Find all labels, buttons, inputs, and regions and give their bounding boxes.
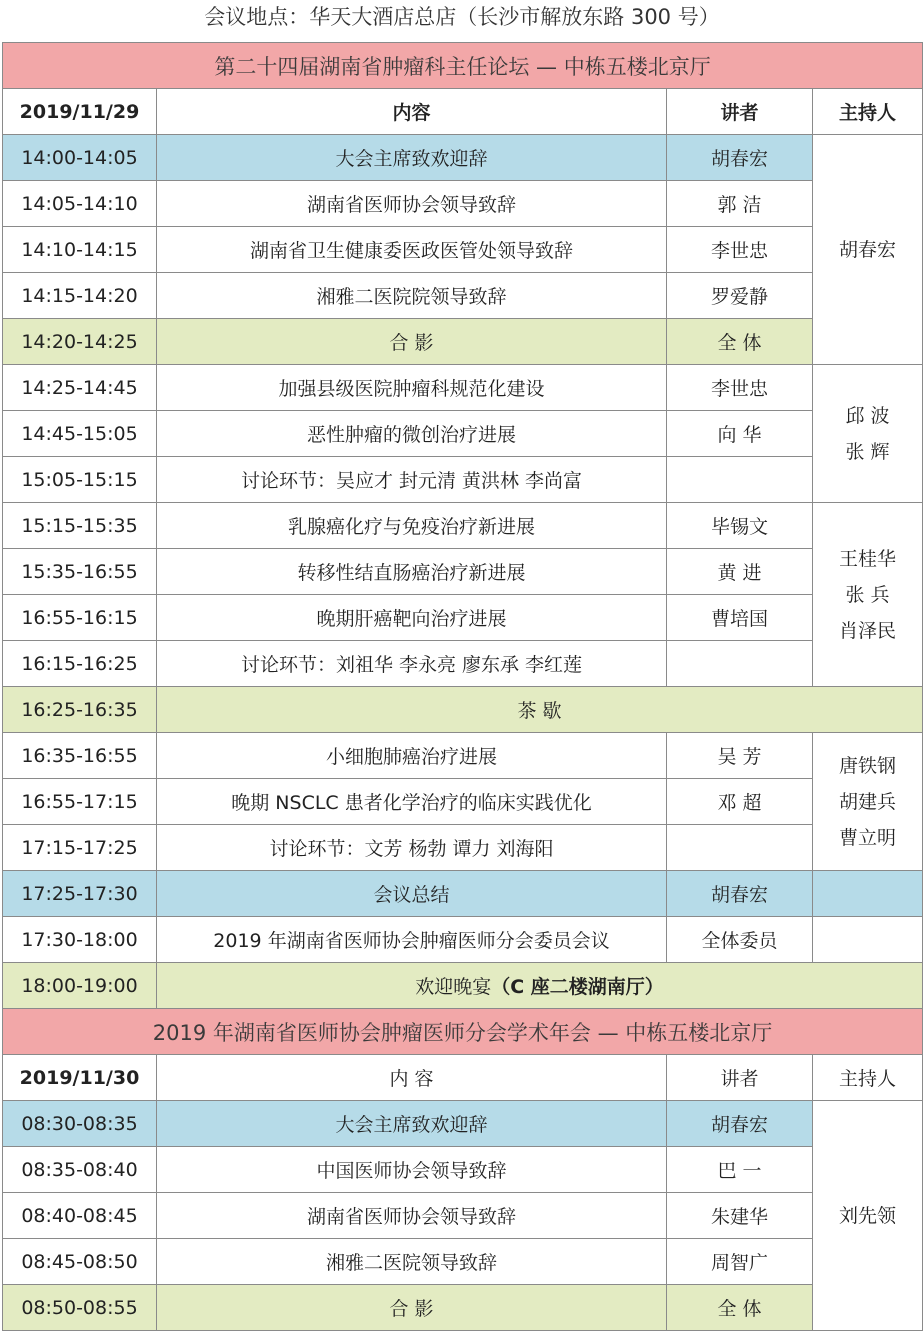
speaker-cell: 胡春宏 [667, 1101, 813, 1147]
table-row [3, 319, 923, 365]
host-name: 曹立明 [839, 826, 897, 849]
table-row [3, 917, 923, 963]
table-row [3, 1239, 923, 1285]
table-row [3, 1193, 923, 1239]
host-cell [813, 365, 923, 503]
content-cell [157, 963, 923, 1009]
host-cell [813, 503, 923, 687]
content-cell: 2019 年湖南省医师协会肿瘤医师分会委员会议 [157, 917, 667, 963]
header-date: 2019/11/29 [3, 89, 157, 135]
host-name: 张 辉 [845, 440, 890, 463]
time-cell: 18:00-19:00 [3, 963, 157, 1009]
speaker-cell: 曹培国 [667, 595, 813, 641]
content-cell: 会议总结 [157, 871, 667, 917]
time-cell: 16:55-17:15 [3, 779, 157, 825]
time-cell: 08:40-08:45 [3, 1193, 157, 1239]
table-row [3, 871, 923, 917]
speaker-cell: 全体委员 [667, 917, 813, 963]
header-date: 2019/11/30 [3, 1055, 157, 1101]
content-cell: 湖南省医师协会领导致辞 [157, 181, 667, 227]
time-cell: 15:15-15:35 [3, 503, 157, 549]
session-title: 第二十四届湖南省肿瘤科主任论坛 — 中栋五楼北京厅 [3, 43, 923, 89]
speaker-cell: 李世忠 [667, 365, 813, 411]
speaker-cell [667, 641, 813, 687]
time-cell: 08:35-08:40 [3, 1147, 157, 1193]
time-cell: 16:55-16:15 [3, 595, 157, 641]
content-cell: 湖南省卫生健康委医政医管处领导致辞 [157, 227, 667, 273]
content-cell: 加强县级医院肿瘤科规范化建设 [157, 365, 667, 411]
speaker-cell: 巴 一 [667, 1147, 813, 1193]
session-title-row [3, 1009, 923, 1055]
time-cell: 14:25-14:45 [3, 365, 157, 411]
time-cell: 08:50-08:55 [3, 1285, 157, 1331]
table-row [3, 963, 923, 1009]
header-speaker: 讲者 [667, 1055, 813, 1101]
table-row [3, 227, 923, 273]
speaker-cell: 毕锡文 [667, 503, 813, 549]
time-cell: 14:15-14:20 [3, 273, 157, 319]
content-cell: 合 影 [157, 319, 667, 365]
host-name: 刘先领 [839, 1204, 897, 1227]
speaker-cell: 李世忠 [667, 227, 813, 273]
host-name: 唐铁钢 [839, 754, 897, 777]
speaker-cell: 胡春宏 [667, 135, 813, 181]
host-name: 肖泽民 [839, 619, 897, 642]
host-cell [813, 871, 923, 917]
content-cell: 乳腺癌化疗与免疫治疗新进展 [157, 503, 667, 549]
time-cell: 14:20-14:25 [3, 319, 157, 365]
host-name: 王桂华 [839, 547, 897, 570]
content-cell: 大会主席致欢迎辞 [157, 1101, 667, 1147]
table-row [3, 457, 923, 503]
content-cell: 大会主席致欢迎辞 [157, 135, 667, 181]
content-cell: 晚期肝癌靶向治疗进展 [157, 595, 667, 641]
content-cell: 讨论环节：吴应才 封元清 黄洪林 李尚富 [157, 457, 667, 503]
table-row [3, 1147, 923, 1193]
time-cell: 17:15-17:25 [3, 825, 157, 871]
table-row [3, 411, 923, 457]
speaker-cell: 吴 芳 [667, 733, 813, 779]
time-cell: 16:35-16:55 [3, 733, 157, 779]
table-row [3, 1101, 923, 1147]
time-cell: 17:25-17:30 [3, 871, 157, 917]
table-row [3, 687, 923, 733]
content-cell: 湖南省医师协会领导致辞 [157, 1193, 667, 1239]
table-row [3, 733, 923, 779]
speaker-cell: 邓 超 [667, 779, 813, 825]
content-cell: 湘雅二医院领导致辞 [157, 1239, 667, 1285]
table-row [3, 1285, 923, 1331]
speaker-cell [667, 825, 813, 871]
table-row [3, 503, 923, 549]
table-row [3, 365, 923, 411]
speaker-cell [667, 457, 813, 503]
host-cell [813, 135, 923, 365]
time-cell: 16:15-16:25 [3, 641, 157, 687]
table-row [3, 641, 923, 687]
host-name: 胡春宏 [839, 238, 897, 261]
host-name: 胡建兵 [839, 790, 897, 813]
speaker-cell: 全 体 [667, 319, 813, 365]
content-cell: 中国医师协会领导致辞 [157, 1147, 667, 1193]
content-cell: 湘雅二医院院领导致辞 [157, 273, 667, 319]
time-cell: 08:45-08:50 [3, 1239, 157, 1285]
table-row [3, 181, 923, 227]
time-cell: 08:30-08:35 [3, 1101, 157, 1147]
banquet-location: （C 座二楼湖南厅） [491, 976, 664, 998]
time-cell: 14:10-14:15 [3, 227, 157, 273]
venue-line: 会议地点：华天大酒店总店（长沙市解放东路 300 号） [204, 5, 720, 29]
content-cell: 小细胞肺癌治疗进展 [157, 733, 667, 779]
content-cell: 茶 歇 [157, 687, 923, 733]
header-speaker: 讲者 [667, 89, 813, 135]
banquet-label: 欢迎晚宴 [415, 976, 492, 998]
content-cell: 转移性结直肠癌治疗新进展 [157, 549, 667, 595]
speaker-cell: 黄 进 [667, 549, 813, 595]
header-host: 主持人 [813, 89, 923, 135]
host-name: 张 兵 [845, 583, 890, 606]
content-cell: 晚期 NSCLC 患者化学治疗的临床实践优化 [157, 779, 667, 825]
host-cell [813, 733, 923, 871]
header-host: 主持人 [813, 1055, 923, 1101]
time-cell: 15:05-15:15 [3, 457, 157, 503]
table-row [3, 825, 923, 871]
time-cell: 17:30-18:00 [3, 917, 157, 963]
table-row [3, 273, 923, 319]
speaker-cell: 周智广 [667, 1239, 813, 1285]
content-cell: 讨论环节：刘祖华 李永亮 廖东承 李红莲 [157, 641, 667, 687]
host-cell [813, 917, 923, 963]
time-cell: 16:25-16:35 [3, 687, 157, 733]
table-row [3, 595, 923, 641]
speaker-cell: 全 体 [667, 1285, 813, 1331]
speaker-cell: 胡春宏 [667, 871, 813, 917]
header-content: 内 容 [157, 1055, 667, 1101]
session-title-row [3, 43, 923, 89]
speaker-cell: 向 华 [667, 411, 813, 457]
table-header-row [3, 89, 923, 135]
speaker-cell: 郭 洁 [667, 181, 813, 227]
schedule-table [2, 42, 923, 1331]
content-cell: 合 影 [157, 1285, 667, 1331]
time-cell: 15:35-16:55 [3, 549, 157, 595]
table-row [3, 135, 923, 181]
table-row [3, 549, 923, 595]
time-cell: 14:05-14:10 [3, 181, 157, 227]
speaker-cell: 罗爱静 [667, 273, 813, 319]
host-cell [813, 1101, 923, 1331]
header-content: 内容 [157, 89, 667, 135]
content-cell: 恶性肿瘤的微创治疗进展 [157, 411, 667, 457]
time-cell: 14:45-15:05 [3, 411, 157, 457]
host-name: 邱 波 [845, 404, 890, 427]
session-title: 2019 年湖南省医师协会肿瘤医师分会学术年会 — 中栋五楼北京厅 [3, 1009, 923, 1055]
table-row [3, 779, 923, 825]
time-cell: 14:00-14:05 [3, 135, 157, 181]
content-cell: 讨论环节：文芳 杨勃 谭力 刘海阳 [157, 825, 667, 871]
table-header-row [3, 1055, 923, 1101]
speaker-cell: 朱建华 [667, 1193, 813, 1239]
